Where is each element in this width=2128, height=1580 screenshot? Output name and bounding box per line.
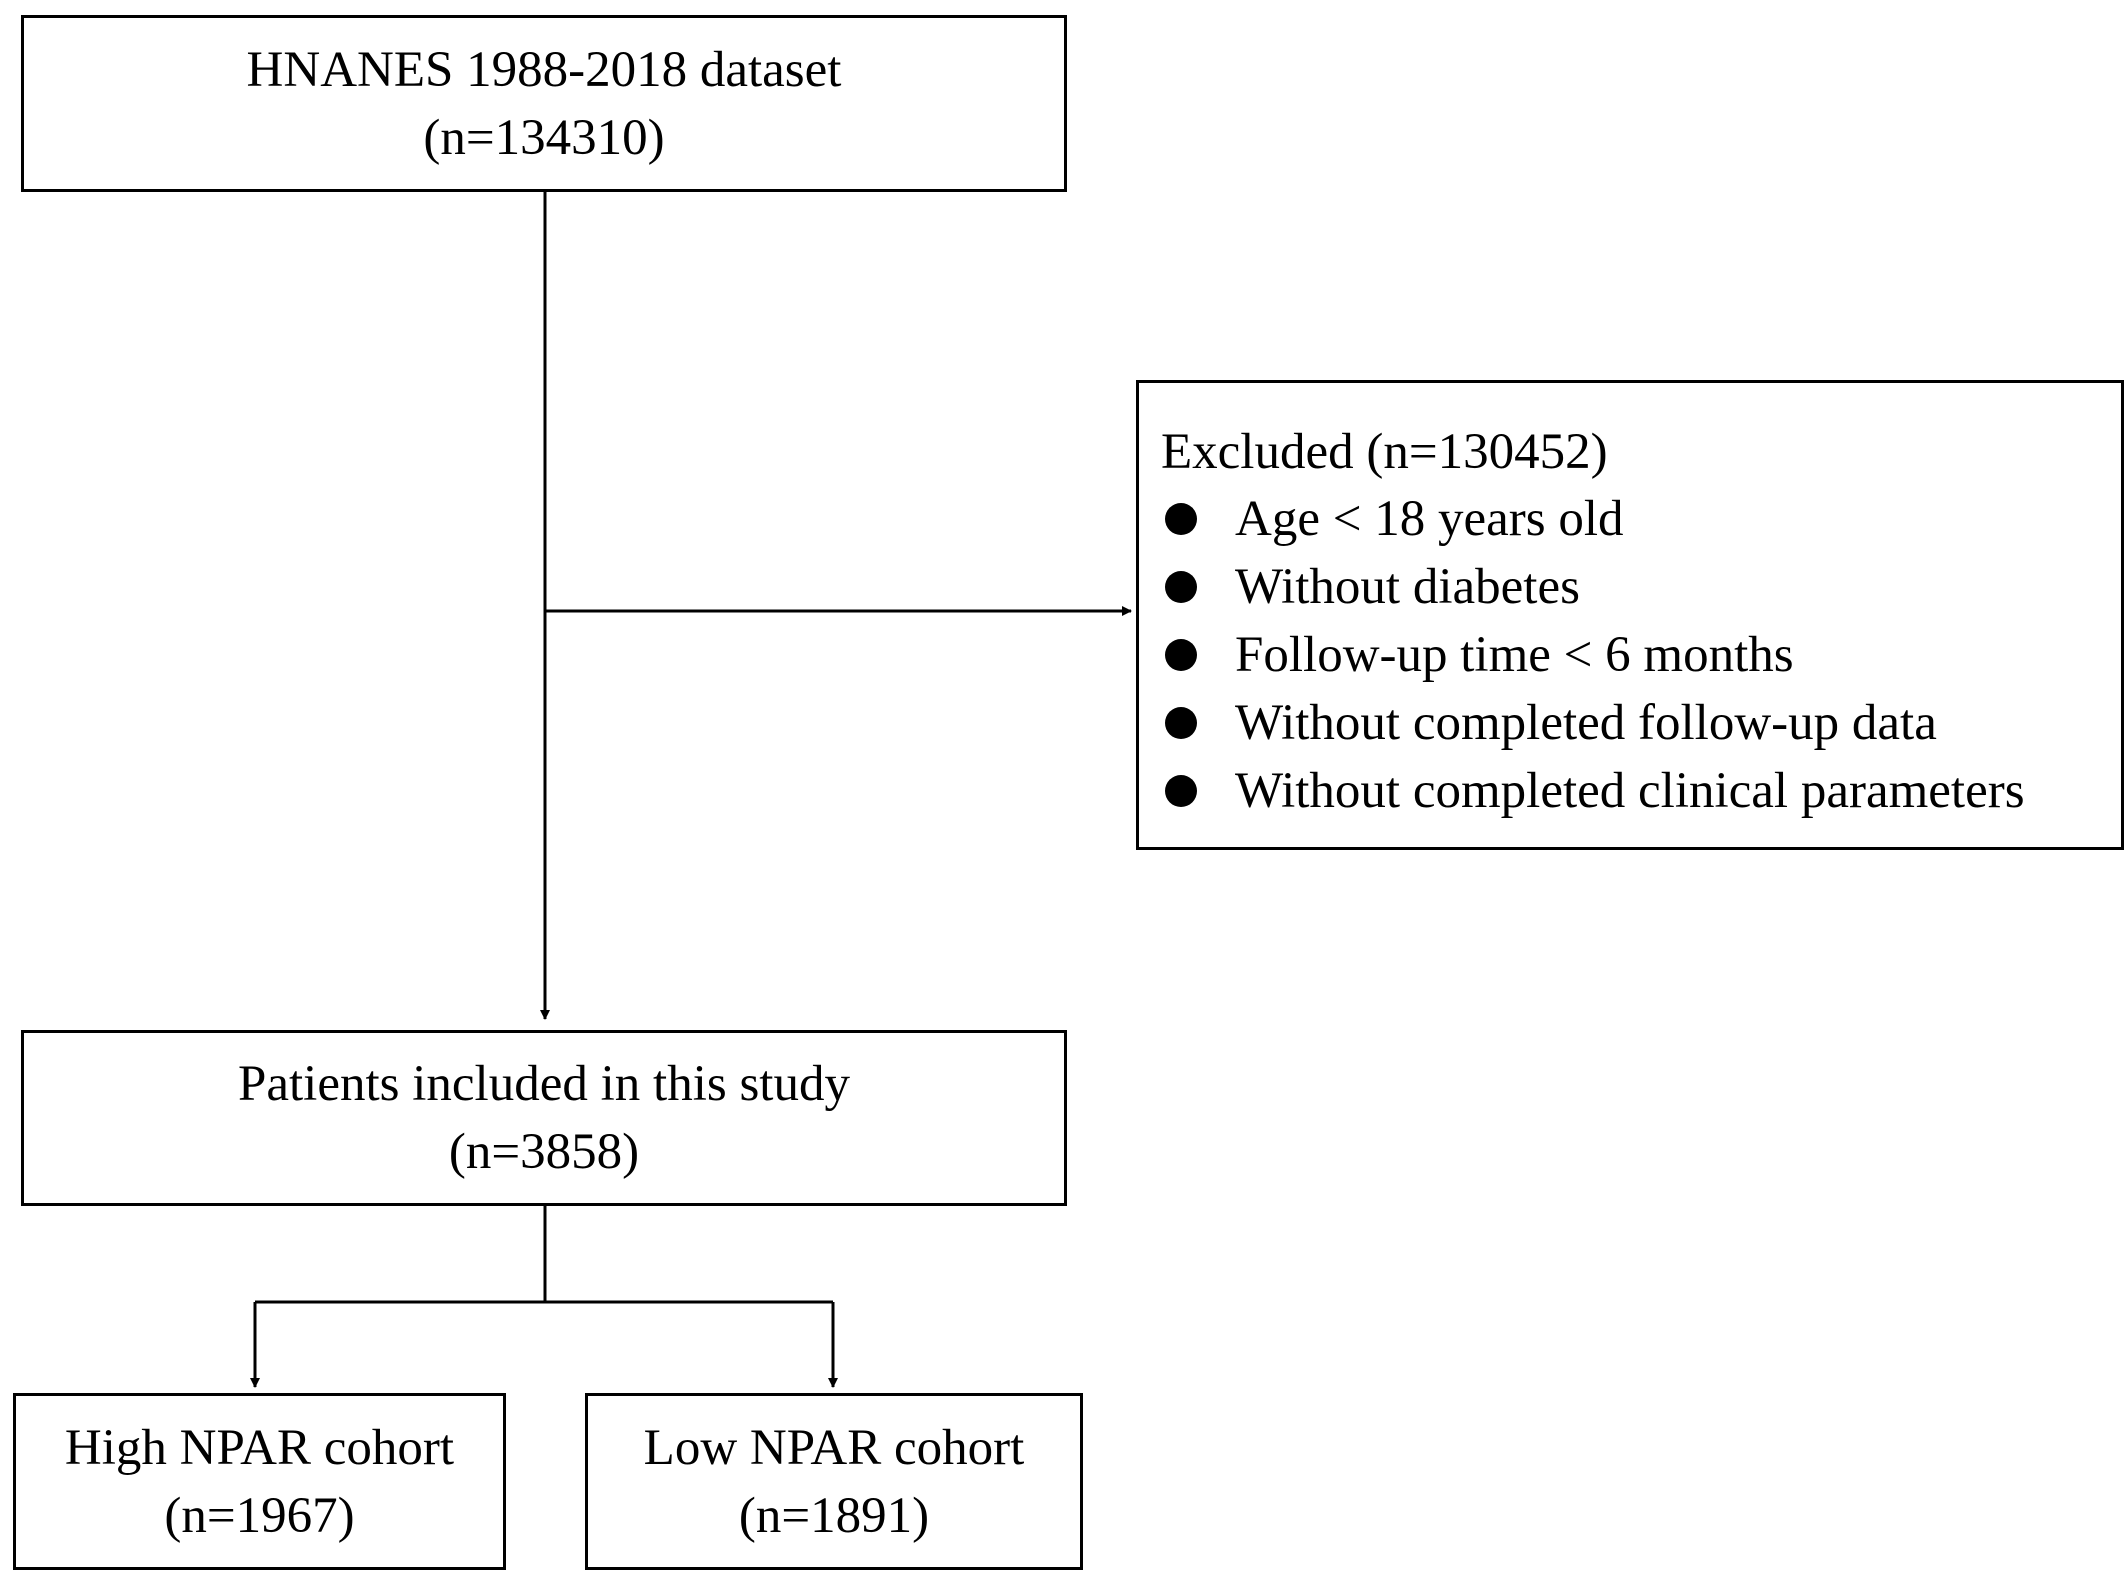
exclusion-item (1161, 689, 2121, 757)
high-npar-cohort-count: (n=1967) (164, 1487, 355, 1544)
exclusion-item-label: Without completed follow-up data (1235, 695, 1937, 751)
source-dataset-title: HNANES 1988-2018 dataset (246, 41, 842, 98)
exclusion-item-label: Follow-up time < 6 months (1235, 627, 1794, 683)
exclusion-item (1161, 553, 2121, 621)
bullet-icon (1165, 639, 1197, 671)
excluded-box (1136, 380, 2124, 850)
exclusion-item (1161, 757, 2121, 825)
exclusion-item (1161, 621, 2121, 689)
bullet-icon (1165, 775, 1197, 807)
low-npar-cohort-title: Low NPAR cohort (643, 1419, 1025, 1476)
bullet-icon (1165, 571, 1197, 603)
bullet-icon (1165, 707, 1197, 739)
included-patients-title: Patients included in this study (238, 1056, 850, 1112)
source-dataset-box (21, 15, 1067, 192)
included-patients-box (21, 1030, 1067, 1206)
high-npar-cohort-box (13, 1393, 506, 1570)
bullet-icon (1165, 503, 1197, 535)
exclusion-item-label: Without completed clinical parameters (1235, 763, 2025, 819)
exclusion-criteria-list (1161, 485, 2121, 825)
exclusion-item (1161, 485, 2121, 553)
low-npar-cohort-box (585, 1393, 1083, 1570)
source-dataset-count: (n=134310) (423, 109, 665, 166)
excluded-title: Excluded (n=130452) (1161, 424, 1608, 480)
exclusion-item-label: Age < 18 years old (1235, 491, 1624, 547)
high-npar-cohort-title: High NPAR cohort (64, 1419, 455, 1476)
low-npar-cohort-count: (n=1891) (738, 1487, 930, 1544)
included-patients-count: (n=3858) (448, 1124, 640, 1180)
exclusion-item-label: Without diabetes (1235, 559, 1580, 615)
